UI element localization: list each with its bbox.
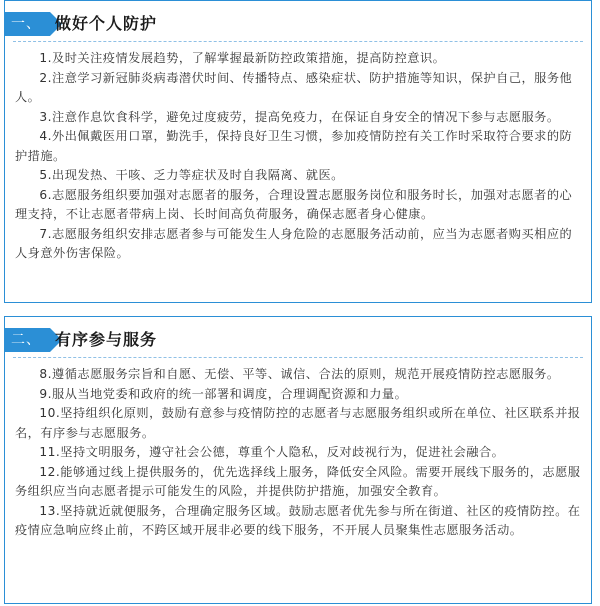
section-header bbox=[5, 317, 591, 355]
section-number-badge bbox=[4, 12, 62, 36]
section-number: 二、 bbox=[11, 332, 41, 348]
list-item: 6.志愿服务组织要加强对志愿者的服务，合理设置志愿服务岗位和服务时长，加强对志愿者的心理支持，不让志愿者带病上岗、长时间高负荷服务，确保志愿者身心健康。 bbox=[15, 187, 573, 221]
list-item: 8.遵循志愿服务宗旨和自愿、无偿、平等、诚信、合法的原则，规范开展疫情防控志愿服务。 bbox=[39, 367, 560, 381]
section-number: 一、 bbox=[11, 16, 41, 32]
section-orderly-participation bbox=[4, 316, 592, 604]
list-item: 2.注意学习新冠肺炎病毒潜伏时间、传播特点、感染症状、防护措施等知识，保护自己，服务他人。 bbox=[15, 70, 573, 104]
section-number-badge bbox=[4, 328, 62, 352]
list-item: 1.及时关注疫情发展趋势，了解掌握最新防控政策措施，提高防控意识。 bbox=[39, 51, 446, 65]
section-title: 做好个人防护 bbox=[55, 14, 158, 33]
list-item: 9.服从当地党委和政府的统一部署和调度，合理调配资源和力量。 bbox=[39, 386, 408, 401]
section-personal-protection bbox=[4, 0, 592, 303]
list-item: 11.坚持文明服务，遵守社会公德，尊重个人隐私，反对歧视行为，促进社会融合。 bbox=[39, 445, 505, 459]
list-item: 12.能够通过线上提供服务的，优先选择线上服务，降低安全风险。需要开展线下服务的，志愿服务组织应当向志愿者提示可能发生的风险，并提供防护措施，加强安全教育。 bbox=[15, 464, 581, 498]
dashed-divider bbox=[13, 357, 583, 358]
list-item: 10.坚持组织化原则，鼓励有意参与疫情防控的志愿者与志愿服务组织或所在单位、社区联系并报名，有序参与志愿服务。 bbox=[15, 406, 581, 440]
section-body bbox=[15, 49, 581, 264]
section-header bbox=[5, 1, 591, 39]
list-item: 4.外出佩戴医用口罩，勤洗手，保持良好卫生习惯，参加疫情防控有关工作时采取符合要求的防护措施。 bbox=[15, 129, 573, 163]
list-item: 3.注意作息饮食科学，避免过度疲劳，提高免疫力，在保证自身安全的情况下参与志愿服务。 bbox=[39, 109, 560, 124]
list-item: 13.坚持就近就便服务，合理确定服务区域。鼓励志愿者优先参与所在街道、社区的疫情防控。在疫情应急响应终止前，不跨区域开展非必要的线下服务，不开展人员聚集性志愿服务活动。 bbox=[15, 503, 581, 537]
section-title: 有序参与服务 bbox=[55, 330, 158, 349]
list-item: 5.出现发热、干咳、乏力等症状及时自我隔离、就医。 bbox=[39, 168, 344, 182]
dashed-divider bbox=[13, 41, 583, 42]
list-item: 7.志愿服务组织安排志愿者参与可能发生人身危险的志愿服务活动前，应当为志愿者购买相应的人身意外伤害保险。 bbox=[15, 226, 573, 260]
section-body bbox=[15, 365, 581, 541]
